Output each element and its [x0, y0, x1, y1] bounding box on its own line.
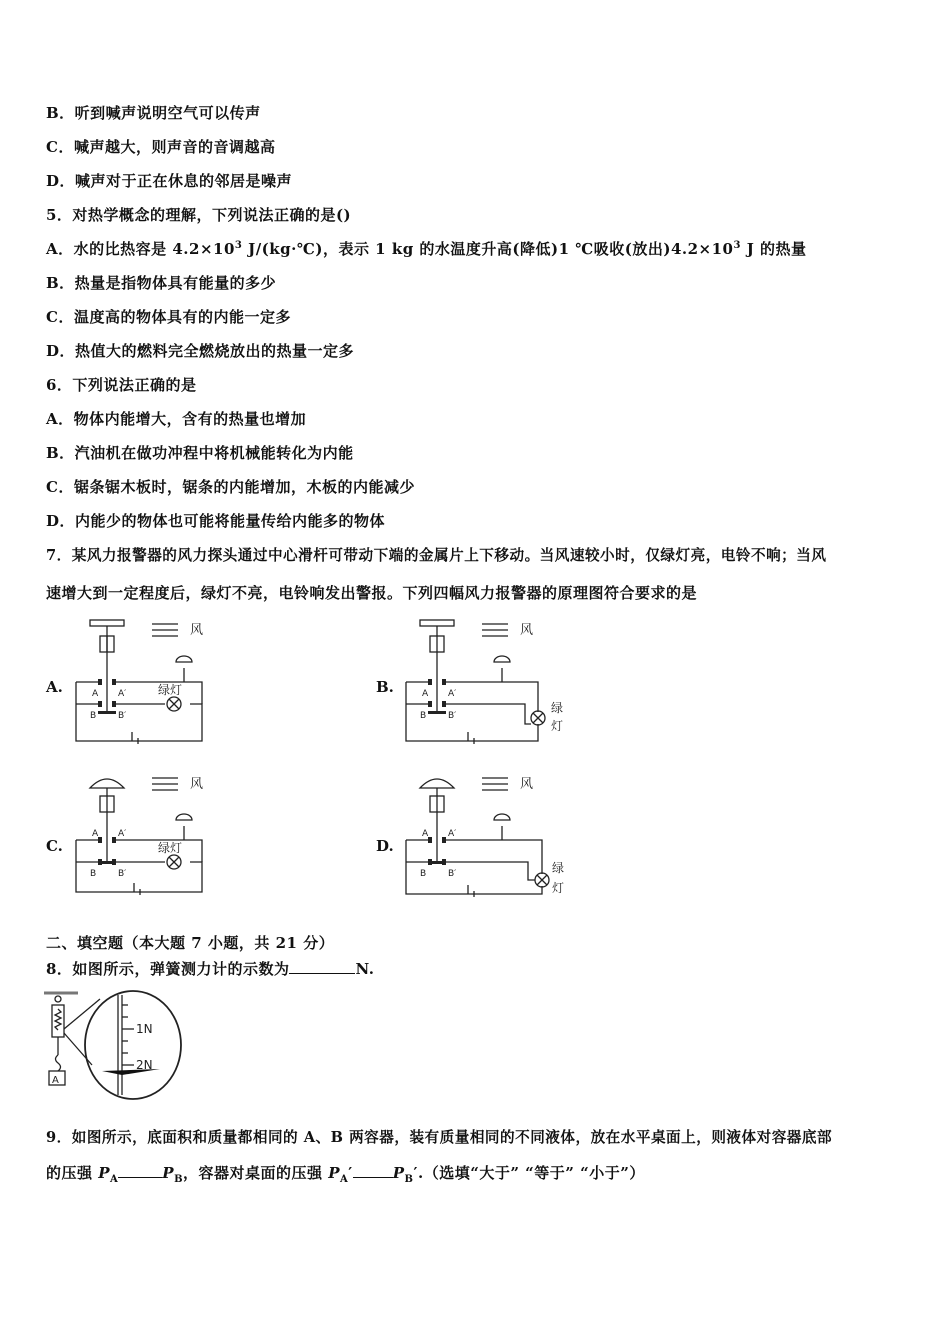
green-light-label: 绿灯 [158, 841, 183, 855]
q7-stem-line2: 速增大到一定程度后，绿灯不亮，电铃响发出警报。下列四幅风力报警器的原理图符合要求的是 [46, 584, 698, 602]
contact-a-prime: A′ [118, 829, 127, 839]
hook-label: A [52, 1075, 59, 1086]
contact-b-prime: B′ [118, 711, 127, 721]
circuit-diagram-d [400, 770, 575, 905]
q6-option-c: C．锯条锯木板时，锯条的内能增加，木板的内能减少 [46, 478, 415, 496]
q6-option-b: B．汽油机在做功冲程中将机械能转化为内能 [46, 444, 354, 462]
green-label: 绿 [551, 701, 564, 715]
contact-b-prime: B′ [118, 869, 127, 879]
scale-label-2n: 2N [136, 1058, 153, 1072]
q5-option-a: A．水的比热容是 $4.2\times 10^3$ J/(kg·℃)，表示 1 kg 的水温度升高(降低)1 ℃吸收(放出)$4.2\times 10^3$ J 的热量 [46, 240, 807, 258]
q5-option-c: C．温度高的物体具有的内能一定多 [46, 308, 291, 326]
answer-blank-2[interactable] [353, 1163, 393, 1178]
q9-stem-line2: 的压强 $P_A$ $P_B$，容器对桌面的压强 $P_A'$ $P_B'$.（选填“大于” “等于” “小于”） [46, 1164, 645, 1185]
q9-stem-line1: 9．如图所示，底面积和质量都相同的 A、B 两容器，装有质量相同的不同液体，放在水平桌面上，则液体对容器底部 [46, 1129, 833, 1146]
q5-stem: 5．对热学概念的理解，下列说法正确的是() [46, 206, 352, 224]
q7-label-b: B. [376, 678, 394, 696]
q7-label-c: C. [46, 837, 63, 855]
q6-option-d: D．内能少的物体也可能将能量传给内能多的物体 [46, 512, 386, 530]
green-light-label: 绿灯 [158, 683, 183, 697]
contact-a-prime: A′ [448, 689, 457, 699]
answer-blank[interactable] [289, 959, 355, 974]
wind-label: 风 [190, 777, 204, 792]
wind-label: 风 [520, 623, 534, 638]
spring-scale-diagram [40, 985, 200, 1105]
wind-label: 风 [520, 777, 534, 792]
q7-label-a: A. [46, 678, 63, 696]
green-label: 绿 [552, 861, 565, 875]
contact-a-prime: A′ [118, 689, 127, 699]
circuit-diagram-a [70, 612, 215, 747]
contact-b-prime: B′ [448, 711, 457, 721]
q6-stem: 6．下列说法正确的是 [46, 376, 197, 394]
contact-b-prime: B′ [448, 869, 457, 879]
light-label: 灯 [552, 881, 565, 895]
contact-a: A [422, 829, 429, 839]
contact-b: B [90, 869, 97, 879]
q7-label-d: D. [376, 837, 394, 855]
q5-option-d: D．热值大的燃料完全燃烧放出的热量一定多 [46, 342, 355, 360]
contact-b: B [90, 711, 97, 721]
q4-option-c: C．喊声越大，则声音的音调越高 [46, 138, 276, 156]
circuit-diagram-b [400, 612, 575, 747]
light-label: 灯 [551, 719, 564, 733]
contact-a: A [92, 689, 99, 699]
q8-stem: 8．如图所示，弹簧测力计的示数为 N. [46, 960, 375, 978]
circuit-diagram-c [70, 770, 215, 905]
contact-b: B [420, 869, 427, 879]
contact-a: A [92, 829, 99, 839]
q4-option-b: B．听到喊声说明空气可以传声 [46, 104, 261, 122]
contact-b: B [420, 711, 427, 721]
wind-label: 风 [190, 623, 204, 638]
q6-option-a: A．物体内能增大，含有的热量也增加 [46, 410, 307, 428]
contact-a-prime: A′ [448, 829, 457, 839]
q7-stem-line1: 7．某风力报警器的风力探头通过中心滑杆可带动下端的金属片上下移动。当风速较小时，仅绿灯亮，电铃不响；当风 [46, 547, 827, 564]
answer-blank-1[interactable] [118, 1163, 162, 1178]
contact-a: A [422, 689, 429, 699]
q4-option-d: D．喊声对于正在休息的邻居是噪声 [46, 172, 293, 190]
scale-label-1n: 1N [136, 1022, 153, 1036]
q5-option-b: B．热量是指物体具有能量的多少 [46, 274, 277, 292]
section-heading: 二、填空题（本大题 7 小题，共 21 分） [46, 934, 335, 952]
